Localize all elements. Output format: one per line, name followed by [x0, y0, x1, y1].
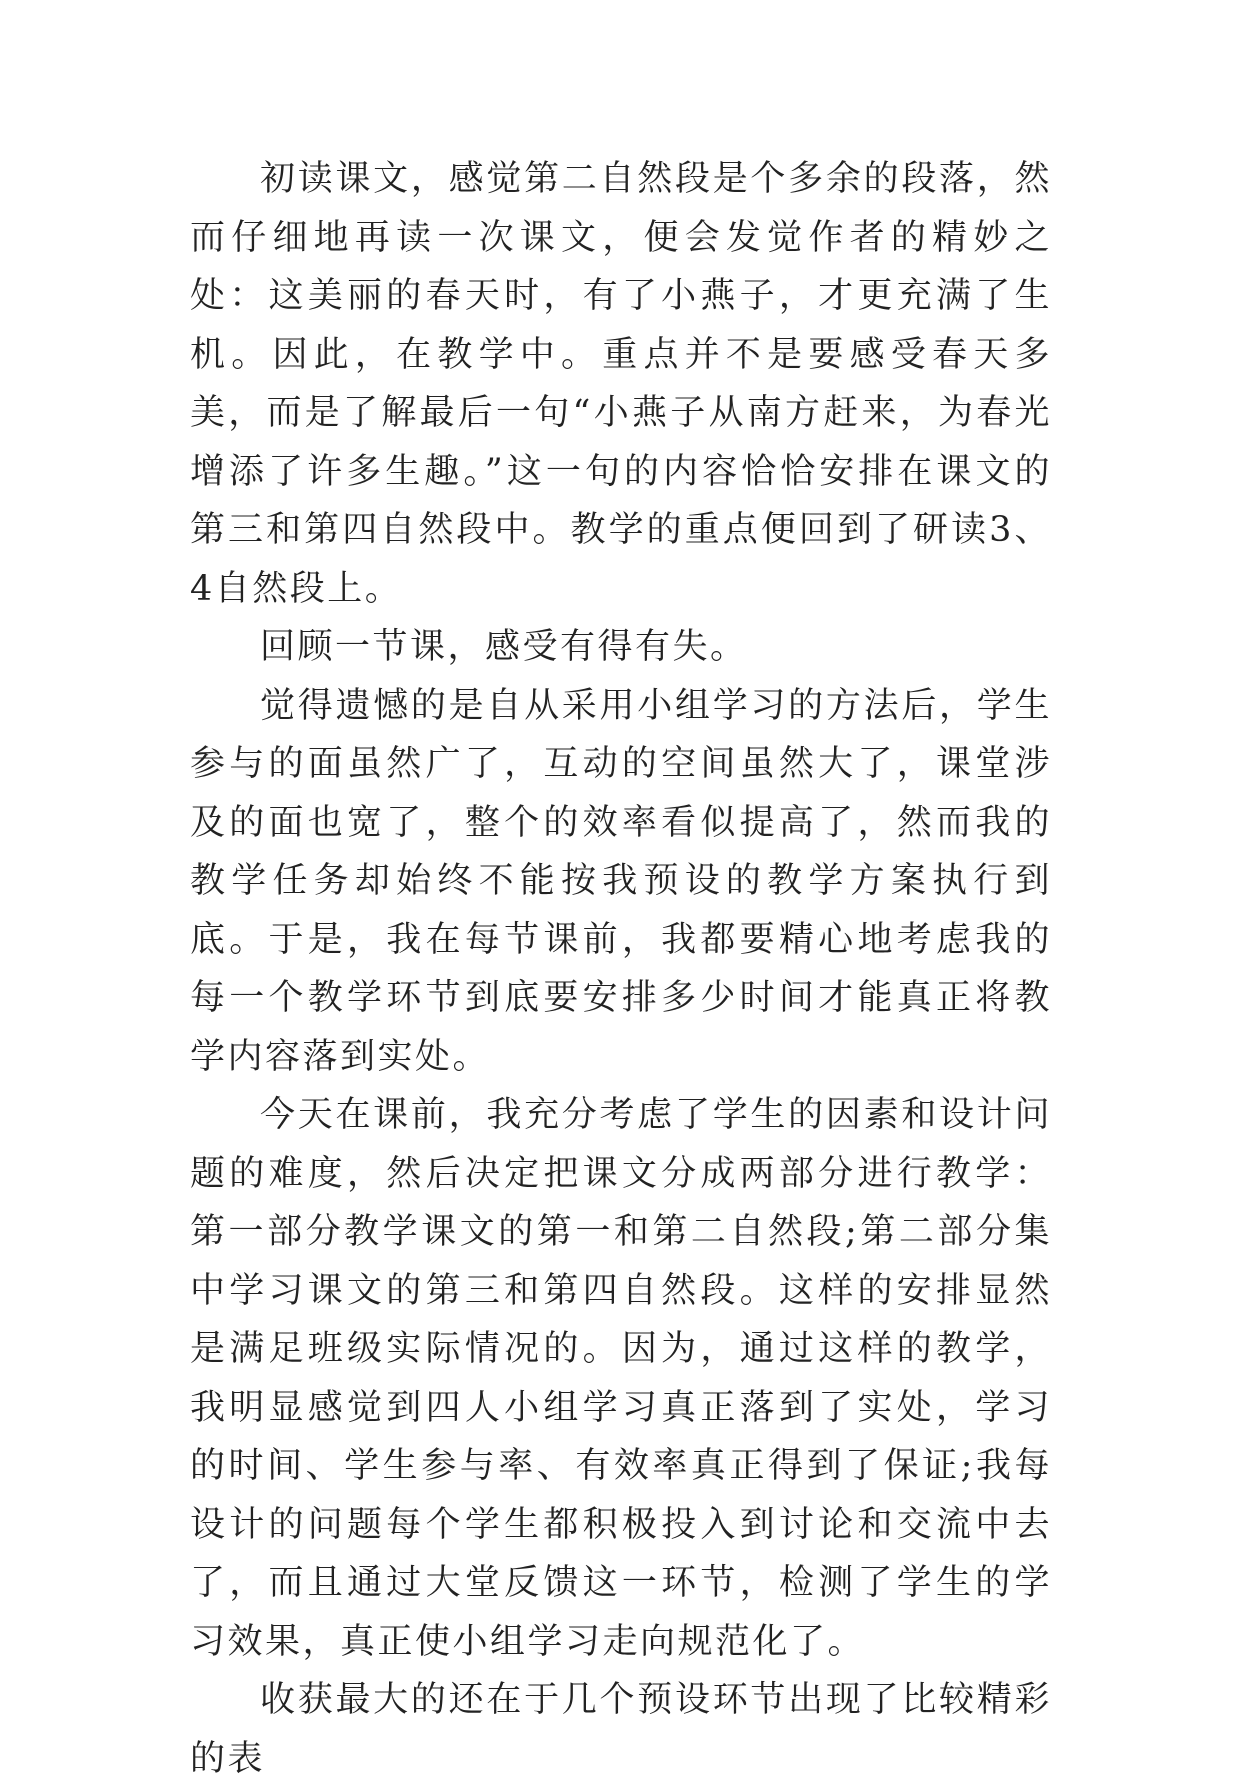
body-text: [190, 150, 1052, 1788]
paragraph-3: 觉得遗憾的是自从采用小组学习的方法后，学生参与的面虽然广了，互动的空间虽然大了，课堂涉及的面也宽了，整个的效率看似提高了，然而我的教学任务却始终不能按我预设的教学方案执行到底。于是，我在每节课前，我都要精心地考虑我的每一个教学环节到底要安排多少时间才能真正将教学内容落到实处。: [190, 685, 1052, 1077]
paragraph-2: 回顾一节课，感受有得有失。: [260, 627, 748, 667]
paragraph-4: 今天在课前，我充分考虑了学生的因素和设计问题的难度，然后决定把课文分成两部分进行教学：第一部分教学课文的第一和第二自然段;第二部分集中学习课文的第三和第四自然段。这样的安排显然是满足班级实际情况的。因为，通过这样的教学，我明显感觉到四人小组学习真正落到了实处，学习的时间、学生参与率、有效率真正得到了保证;我每设计的问题每个学生都积极投入到讨论和交流中去了，而且通过大堂反馈这一环节，检测了学生的学习效果，真正使小组学习走向规范化了。: [190, 1095, 1052, 1662]
paragraph-1: 初读课文，感觉第二自然段是个多余的段落，然而仔细地再读一次课文，便会发觉作者的精妙之处：这美丽的春天时，有了小燕子，才更充满了生机。因此，在教学中。重点并不是要感受春天多美，而是了解最后一句“小燕子从南方赶来，为春光增添了许多生趣。”这一句的内容恰恰安排在课文的第三和第四自然段中。教学的重点便回到了研读3、4自然段上。: [190, 159, 1052, 609]
paragraph-5: 收获最大的还在于几个预设环节出现了比较精彩的表: [190, 1680, 1052, 1779]
